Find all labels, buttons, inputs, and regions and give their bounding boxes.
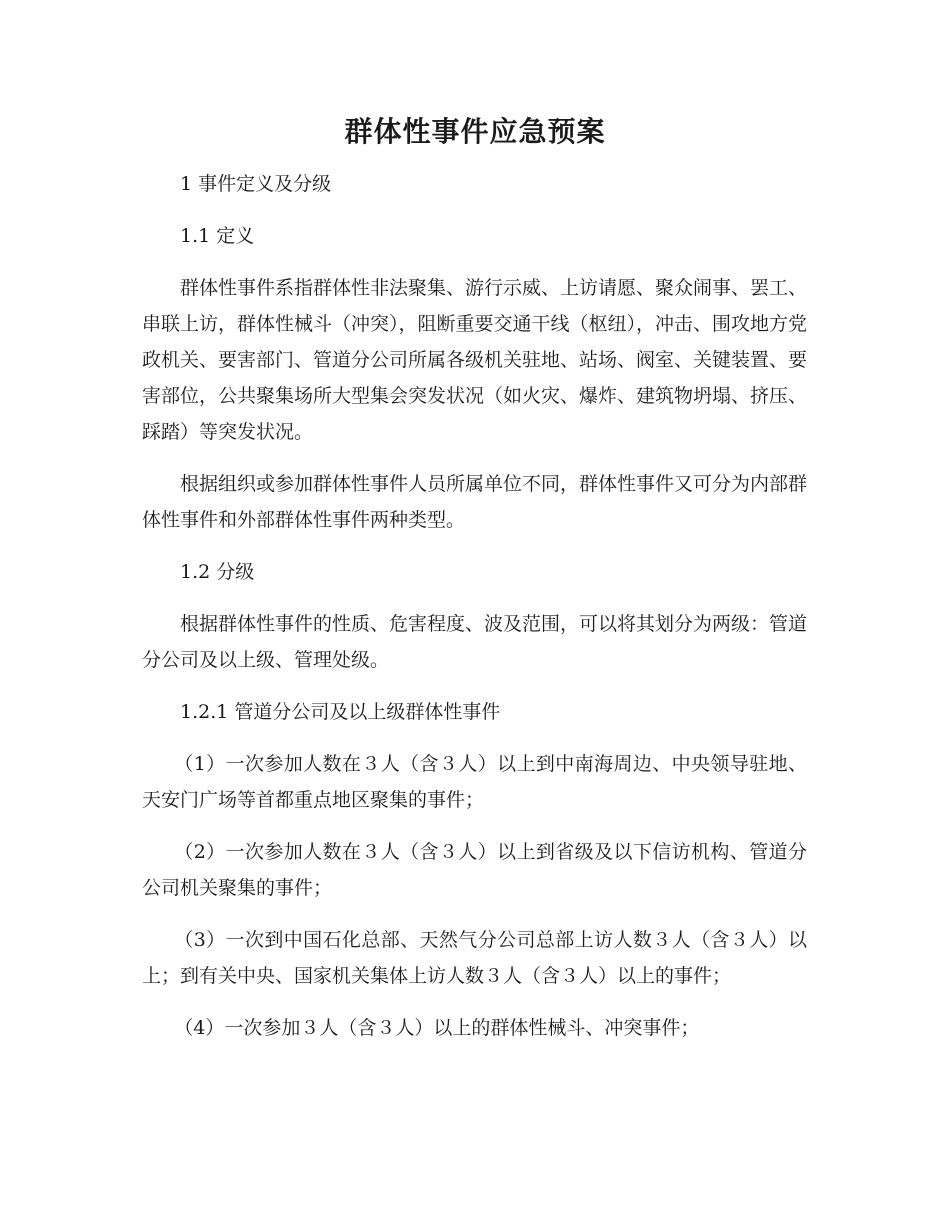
body-paragraph: 根据群体性事件的性质、危害程度、波及范围，可以将其划分为两级：管道分公司及以上级、管理处级。	[142, 613, 808, 671]
subsection-heading: 1.2.1 管道分公司及以上级群体性事件	[180, 701, 501, 723]
body-paragraph: 群体性事件系指群体性非法聚集、游行示威、上访请愿、聚众闹事、罢工、串联上访，群体性械斗（冲突），阻断重要交通干线（枢纽），冲击、围攻地方党政机关、要害部门、管道分公司所属各级机关驻地、站场、阀室、关键装置、要害部位，公共聚集场所大型集会突发状况（如火灾、爆炸、建筑物坍塌、挤压、踩踏）等突发状况。	[142, 277, 808, 443]
section-heading: 1 事件定义及分级	[180, 173, 332, 195]
body-paragraph: 根据组织或参加群体性事件人员所属单位不同，群体性事件又可分为内部群体性事件和外部群体性事件两种类型。	[142, 473, 808, 531]
list-item: （2）一次参加人数在３人（含３人）以上到省级及以下信访机构、管道分公司机关聚集的事件；	[142, 841, 807, 899]
subsection-heading: 1.1 定义	[180, 225, 255, 247]
subsection-heading: 1.2 分级	[180, 561, 255, 583]
list-item: （4）一次参加３人（含３人）以上的群体性械斗、冲突事件；	[174, 1017, 700, 1039]
list-item: （3）一次到中国石化总部、天然气分公司总部上访人数３人（含３人）以上；到有关中央、国家机关集体上访人数３人（含３人）以上的事件；	[142, 929, 807, 987]
document-title: 群体性事件应急预案	[344, 115, 606, 148]
document-body	[142, 166, 807, 1062]
list-item: （1）一次参加人数在３人（含３人）以上到中南海周边、中央领导驻地、天安门广场等首都重点地区聚集的事件；	[142, 753, 807, 811]
